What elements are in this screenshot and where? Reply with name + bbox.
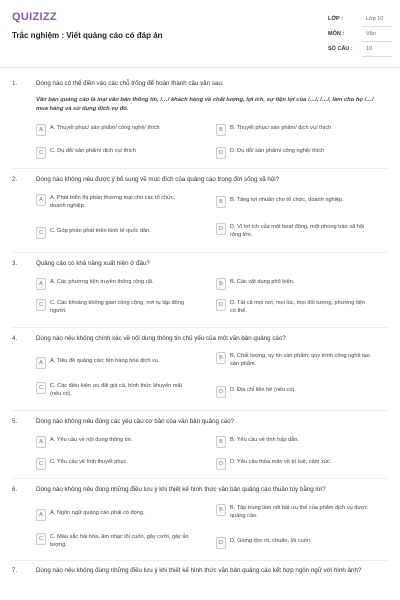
option-text: B. Tăng lợi nhuận cho tổ chức, doanh nghiệp. [230,197,344,203]
option-text: C. Các khoảng không gian công cộng, nơi tụ tập đông người. [50,300,184,314]
divider [12,327,388,328]
page-header [0,0,400,68]
question-number: 6. [12,486,18,493]
option-letter: D [216,537,226,549]
option-letter: C [36,147,46,159]
question-number: 1. [12,80,18,87]
option-letter: B [216,436,226,448]
option-letter: D [216,458,226,470]
option-letter: D [216,223,226,235]
question-text: Dòng nào không nêu đúng những điều lưu ý khi thiết kế hình thức văn bản quảng cáo thuần túy bằng lời? [36,486,326,493]
option-letter: A [36,278,46,290]
question-number: 5. [12,418,18,425]
option-text: C. Màu sắc hài hòa, âm nhạc lôi cuốn, gây cười, gây ấn tượng. [50,534,189,548]
question-number: 4. [12,335,18,342]
page-title: Trắc nghiệm : Viết quảng cáo có đáp án [12,31,163,40]
option-text: D. Tất cả mọi nơi, mọi lúc, mọi đối tượng, phương tiện có thể. [230,300,365,314]
divider [12,478,388,479]
option-letter: C [36,533,46,545]
option-letter: A [36,436,46,448]
option-letter: B [216,278,226,290]
option-text: D. Yêu cầu thỏa mãn về trí tuệ, cảm xúc. [230,459,332,465]
option-text: A. Thuyết phục/ sản phẩm/ công nghệ/ thích [50,125,160,131]
option-letter: D [216,386,226,398]
option-letter: D [216,299,226,311]
question-text: Quảng cáo có khả năng xuất hiện ở đâu? [36,260,150,267]
divider [12,560,388,561]
option-letter: C [36,458,46,470]
option-text: A. Phát triển thị phần thương mại cho các tổ chức, doanh nghiệp. [50,195,176,209]
option-letter: A [36,357,46,369]
option-text: D. Địa chỉ liên hệ (nếu có). [230,387,296,393]
option-letter: A [36,194,46,206]
option-text: A. Tiêu đề quảng cáo; tên hàng hóa dịch vụ. [50,358,160,364]
divider [12,252,388,253]
question-number: 3. [12,260,18,267]
question-text: Dòng nào không nêu được ý bổ sung về mục đích của quảng cáo trong đời sống xã hội? [36,176,280,183]
question-passage: Văn bản quảng cáo là loại văn bản thông tin, /…/ khách hàng về chất lượng, lợi ích, sự tiện lợi của /…/, /…/, làm cho họ /…/ mua hàng và sử dụng dịch vụ đó. [36,97,374,112]
option-letter: A [36,509,46,521]
question-text: Dòng nào có thể điền vào các chỗ trống để hoàn thành câu văn sau: [36,80,224,87]
option-text: C. Yêu cầu về tính thuyết phục. [50,459,128,465]
question-text: Dòng nào nêu không đúng những điều lưu ý khi thiết kế hình thức văn bản quảng cáo kết hợp ngôn ngữ với hình ảnh? [36,567,362,574]
option-text: A. Các phương tiện truyền thông rộng rãi. [50,279,154,285]
option-letter: C [36,299,46,311]
option-letter: C [36,382,46,394]
question-text: Dòng nào không nêu đúng các yêu cầu cơ bản của văn bản quảng cáo? [36,418,235,425]
option-letter: B [216,504,226,516]
option-text: C. Dụ dỗ/ sản phẩm/ dịch vụ/ thích [50,148,136,154]
option-text: C. Các điều kiện ưu đãi giá cả, hình thức khuyến mãi (nếu có). [50,383,182,397]
divider [12,410,388,411]
option-text: D. Dụ dỗ/ sản phẩm/ công nghệ/ thích [230,148,325,154]
option-letter: B [216,352,226,364]
option-text: D. Giọng đọc rõ, chuẩn, lôi cuốn. [230,538,312,544]
option-text: B. Chất lượng, uy tín sản phẩm; quy trình công nghệ tạo sản phẩm. [230,353,370,367]
option-letter: A [36,124,46,136]
option-letter: B [216,196,226,208]
question-number: 7. [12,567,18,574]
socau-value: 10 [362,46,392,57]
mon-label: MÔN : [328,31,345,37]
option-text: D. Vì lợi ích của một hoạt động, một phong trào xã hội rộng lớn. [230,224,365,238]
socau-label: SỐ CÂU : [328,46,353,52]
option-text: A. Yêu cầu về nội dung thông tin. [50,437,133,443]
mon-value: Văn [362,31,392,42]
option-text: C. Góp phần phát triển kinh tế quốc dân. [50,228,151,234]
option-text: B. Tập trung làm nổi bật ưu thế của phẩm dịch vụ được quảng cáo. [230,505,368,519]
quizizz-logo[interactable]: QUIZIZZ [12,11,57,23]
option-letter: D [216,147,226,159]
question-number: 2. [12,176,18,183]
option-text: A. Ngôn ngữ quảng cáo phải có đọng. [50,510,145,516]
divider [12,168,388,169]
lop-label: LỚP : [328,16,343,22]
option-letter: B [216,124,226,136]
option-text: B. Thuyết phục/ sản phẩm/ dịch vụ/ thích [230,125,332,131]
lop-value: Lớp 10 [362,16,392,27]
option-letter: C [36,227,46,239]
option-text: B. Yêu cầu về tính hấp dẫn. [230,437,299,443]
question-text: Dòng nào nêu không chính xác về nội dung thông tin chủ yếu của một văn bản quảng cáo? [36,335,286,342]
option-text: B. Các vật dụng phổ biến. [230,279,295,285]
